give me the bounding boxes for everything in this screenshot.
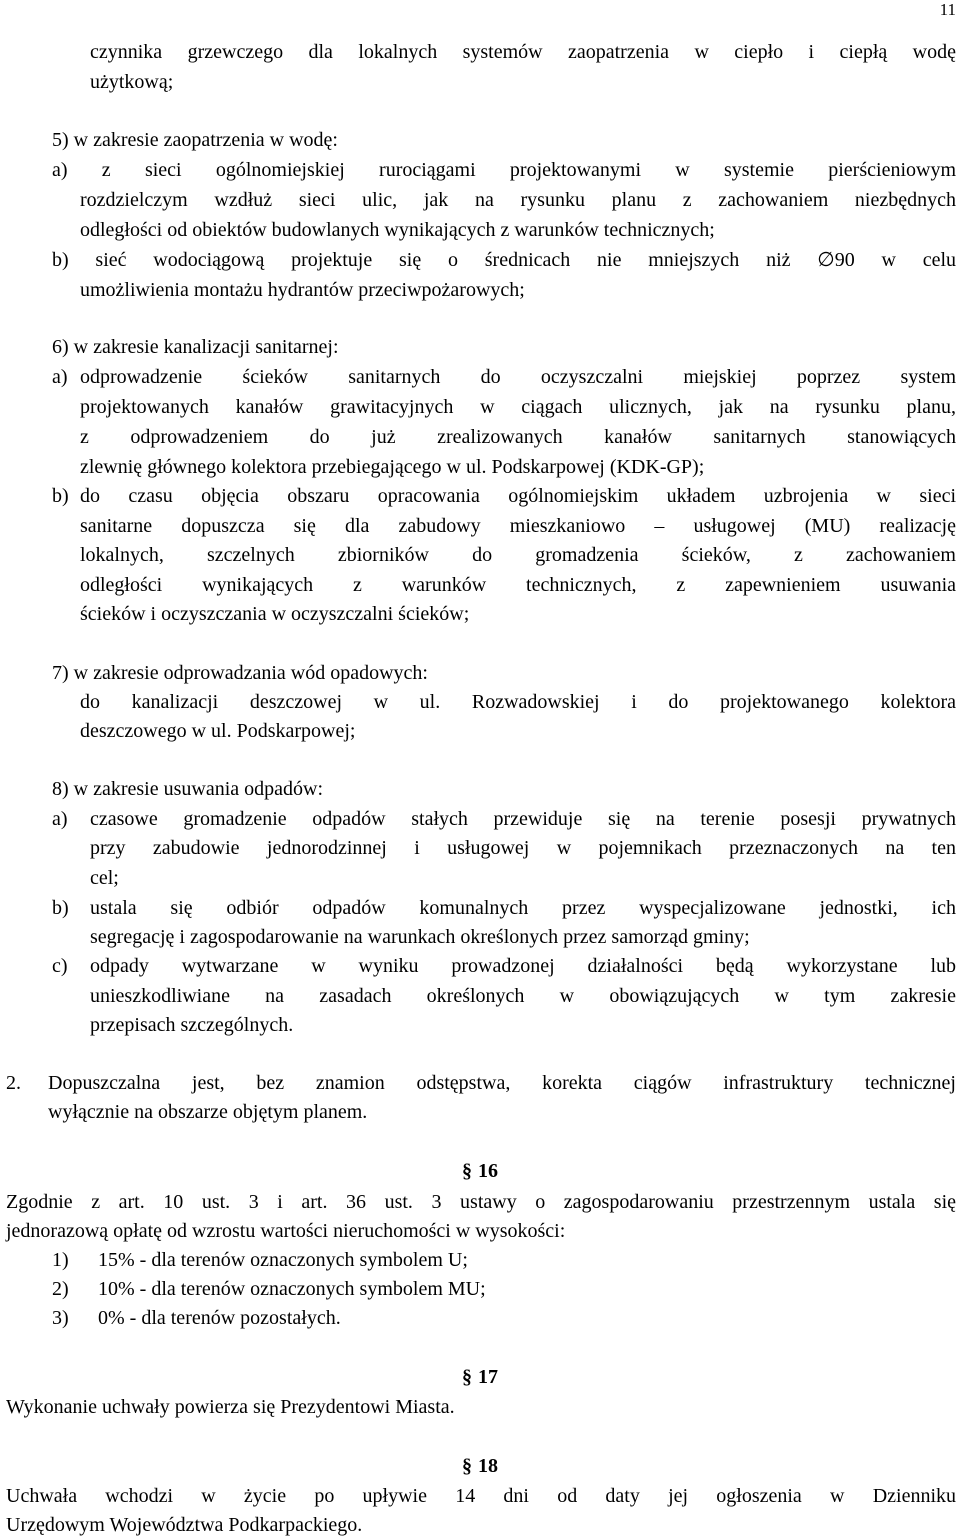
item-8c-label: c)	[52, 955, 68, 977]
item-7-line: do kanalizacji deszczowej w ul. Rozwadowskiej i do projektowanego kolektora	[80, 691, 956, 713]
item-5a-line: rozdzielczym wzdłuż sieci ulic, jak na rysunku planu z zachowaniem niezbędnych	[80, 189, 956, 211]
item-8a-label: a)	[52, 808, 68, 830]
item-5b-line: umożliwienia montażu hydrantów przeciwpożarowych;	[80, 279, 525, 301]
item-6a-label: a)	[52, 366, 68, 388]
item-7-heading: 7) w zakresie odprowadzania wód opadowych:	[52, 662, 428, 684]
item-6a-line: z odprowadzeniem do już zrealizowanych kanałów sanitarnych stanowiących	[80, 426, 956, 448]
page-number: 11	[939, 0, 956, 19]
list-item-label: 2)	[52, 1278, 69, 1300]
paragraph-mark: §	[462, 1160, 472, 1182]
item-6a-line: zlewnię głównego kolektora przebiegającego w ul. Podskarpowej (KDK-GP);	[80, 456, 705, 478]
item-6b-line: do czasu objęcia obszaru opracowania ogólnomiejskim układem uzbrojenia w sieci	[80, 485, 956, 507]
item-6b-line: ścieków i oczyszczania w oczyszczalni ścieków;	[80, 603, 470, 625]
item-5a-line: a) z sieci ogólnomiejskiej rurociągami projektowanymi w systemie pierścieniowym	[52, 159, 956, 181]
item-8c-line: przepisach szczególnych.	[90, 1014, 294, 1036]
section-18-line: Uchwała wchodzi w życie po upływie 14 dni od daty jej ogłoszenia w Dzienniku	[6, 1485, 956, 1507]
item-5-heading: 5) w zakresie zaopatrzenia w wodę:	[52, 129, 338, 151]
section-number: 18	[478, 1455, 498, 1477]
list-item-text: 10% - dla terenów oznaczonych symbolem MU;	[98, 1278, 486, 1300]
item-8c-line: odpady wytwarzane w wyniku prowadzonej działalności będą wykorzystane lub	[90, 955, 956, 977]
paragraph-mark: §	[462, 1455, 472, 1477]
list-item-label: 1)	[52, 1249, 69, 1271]
point-2-line: wyłącznie na obszarze objętym planem.	[48, 1101, 368, 1123]
section-16-line: Zgodnie z art. 10 ust. 3 i art. 36 ust. 3 ustawy o zagospodarowaniu przestrzennym ustala się	[6, 1191, 956, 1213]
item-5a-line: odległości od obiektów budowlanych wynikających z warunków technicznych;	[80, 219, 715, 241]
section-16-heading	[0, 1160, 960, 1183]
section-16-line: jednorazową opłatę od wzrostu wartości nieruchomości w wysokości:	[6, 1220, 566, 1242]
paragraph-line: czynnika grzewczego dla lokalnych systemów zaopatrzenia w ciepło i ciepłą wodę	[90, 41, 956, 63]
paragraph-mark: §	[462, 1366, 472, 1388]
section-18-heading	[0, 1455, 960, 1478]
item-8a-line: cel;	[90, 867, 119, 889]
item-8b-line: segregację i zagospodarowanie na warunkach określonych przez samorząd gminy;	[90, 926, 750, 948]
section-17-heading	[0, 1366, 960, 1389]
item-8b-line: ustala się odbiór odpadów komunalnych przez wyspecjalizowane jednostki, ich	[90, 897, 956, 919]
item-8-heading: 8) w zakresie usuwania odpadów:	[52, 778, 324, 800]
point-2-label: 2.	[6, 1072, 21, 1094]
item-8b-label: b)	[52, 897, 69, 919]
item-7-line: deszczowego w ul. Podskarpowej;	[80, 720, 356, 742]
item-8a-line: czasowe gromadzenie odpadów stałych przewiduje się na terenie posesji prywatnych	[90, 808, 956, 830]
section-17-line: Wykonanie uchwały powierza się Prezydentowi Miasta.	[6, 1396, 455, 1418]
item-6b-line: odległości wynikających z warunków technicznych, z zapewnieniem usuwania	[80, 574, 956, 596]
point-2-line: Dopuszczalna jest, bez znamion odstępstwa, korekta ciągów infrastruktury technicznej	[48, 1072, 956, 1094]
paragraph-line: użytkową;	[90, 71, 174, 93]
item-6a-line: projektowanych kanałów grawitacyjnych w ciągach ulicznych, jak na rysunku planu,	[80, 396, 956, 418]
item-6b-label: b)	[52, 485, 69, 507]
item-8a-line: przy zabudowie jednorodzinnej i usługowej w pojemnikach przeznaczonych na ten	[90, 837, 956, 859]
section-number: 16	[478, 1160, 498, 1182]
item-6b-line: lokalnych, szczelnych zbiorników do gromadzenia ścieków, z zachowaniem	[80, 544, 956, 566]
section-18-line: Urzędowym Województwa Podkarpackiego.	[6, 1514, 363, 1536]
section-number: 17	[478, 1366, 498, 1388]
list-item-text: 0% - dla terenów pozostałych.	[98, 1307, 341, 1329]
item-5b-line: b) sieć wodociągową projektuje się o średnicach nie mniejszych niż ∅90 w celu	[52, 249, 956, 271]
item-8c-line: unieszkodliwiane na zasadach określonych w obowiązujących w tym zakresie	[90, 985, 956, 1007]
item-6b-line: sanitarne dopuszcza się dla zabudowy mieszkaniowo – usługowej (MU) realizację	[80, 515, 956, 537]
item-6a-line: odprowadzenie ścieków sanitarnych do oczyszczalni miejskiej poprzez system	[80, 366, 956, 388]
list-item-label: 3)	[52, 1307, 69, 1329]
list-item-text: 15% - dla terenów oznaczonych symbolem U;	[98, 1249, 468, 1271]
item-6-heading: 6) w zakresie kanalizacji sanitarnej:	[52, 336, 339, 358]
